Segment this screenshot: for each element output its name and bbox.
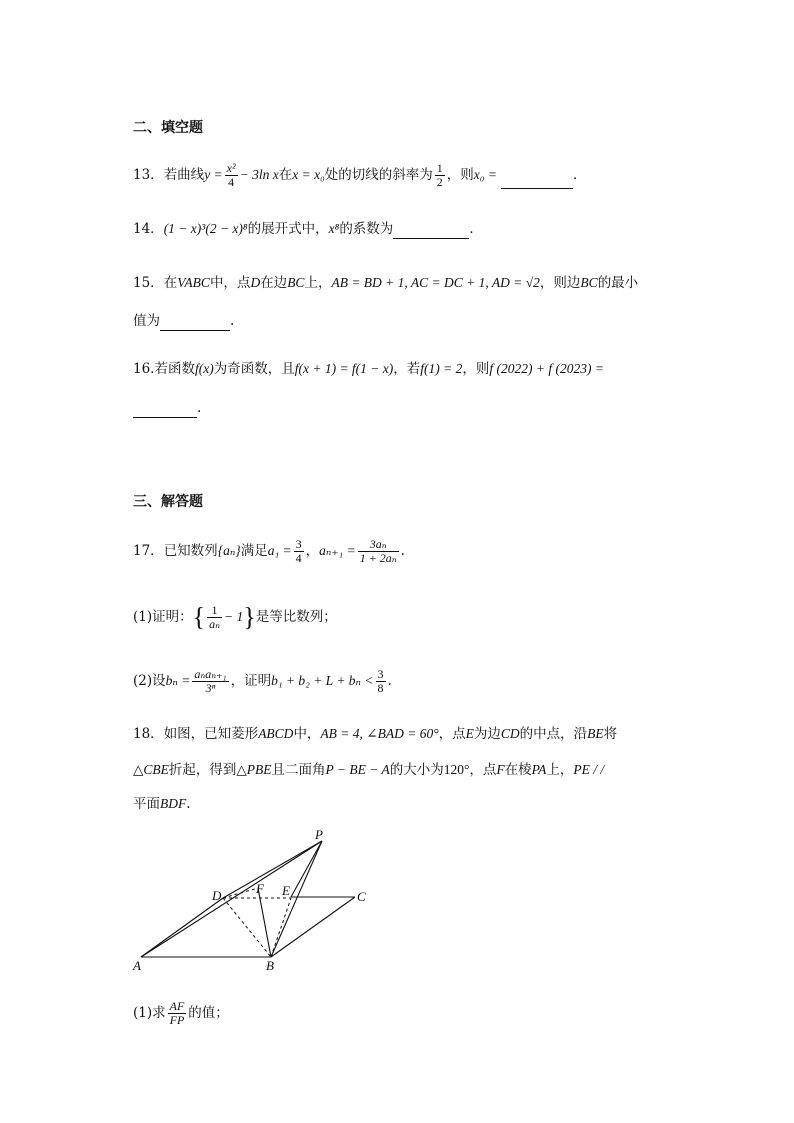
q18-text-1: 如图，已知菱形 <box>163 726 259 742</box>
q13-frac-den: 4 <box>228 175 235 189</box>
q13-half <box>435 162 445 189</box>
q15-text-5: ，则边 <box>539 275 581 291</box>
q17-p1-label: (1)证明： <box>133 609 193 625</box>
q13-condition: x = x₀ <box>292 167 325 182</box>
q18-l2-text-1: 折起，得到 <box>168 762 237 778</box>
question-18-line-2 <box>133 760 604 780</box>
q18-dihedral: P − BE − A <box>325 762 390 777</box>
q15-text-4: 上， <box>304 275 332 291</box>
q16-text-1: 若函数 <box>154 361 195 377</box>
edge-df <box>223 888 258 898</box>
q13-end: ． <box>572 167 587 183</box>
q17-p1-minus: − 1 <box>223 609 244 624</box>
q16-condition: f(x + 1) = f(1 − x) <box>294 361 394 376</box>
q17-p2-num: aₙaₙ₊₁ <box>194 667 227 681</box>
q18-l2-text-2: 且二面角 <box>271 762 326 778</box>
section-heading-fill: 二、填空题 <box>133 120 203 136</box>
q18-p1-fraction <box>168 1000 187 1027</box>
q13-text-1: 若曲线 <box>163 167 205 183</box>
q18-point-e: E <box>465 726 474 741</box>
edge-ad <box>141 898 223 957</box>
q17-rec-fraction <box>358 538 399 565</box>
q15-side-bc: BC <box>287 275 305 290</box>
q17-a1-fraction <box>294 538 304 565</box>
q18-edge-pa: PA <box>531 762 547 777</box>
question-18-line-3 <box>133 794 191 814</box>
q18-p1-den: FP <box>169 1013 185 1027</box>
question-16-line-2 <box>133 398 201 418</box>
question-18-line-1 <box>133 724 617 744</box>
q18-triangle-cbe: △CBE <box>133 762 169 777</box>
q17-text-2: 满足 <box>240 543 268 559</box>
edge-be <box>271 898 291 957</box>
q16-text-2: 为奇函数，且 <box>213 361 295 377</box>
q18-text-6: 将 <box>603 726 618 742</box>
q17-p2-sum: b₁ + b₂ + L + bₙ < <box>271 673 374 688</box>
q16-fx: f(x) <box>194 361 214 376</box>
label-d: D <box>212 888 222 903</box>
label-p: P <box>315 827 323 842</box>
q18-text-3: ，点 <box>438 726 466 742</box>
q16-expression: f (2022) + f (2023) = <box>489 361 604 376</box>
q15-end: . <box>230 313 235 329</box>
q17-p1-left-brace: { <box>192 602 206 632</box>
q17-sep: ， <box>305 543 320 559</box>
q18-l2-text-5: 在棱 <box>504 762 532 778</box>
q18-text-4: 为边 <box>473 726 501 742</box>
q18-point-f: F <box>496 762 505 777</box>
question-15-line-1 <box>133 273 638 293</box>
q18-l2-text-6: 上， <box>546 762 574 778</box>
q18-p1-label: (1)求 <box>133 1005 166 1021</box>
q15-side-bc-2: BC <box>580 275 598 290</box>
question-17-part-1 <box>133 604 337 631</box>
q17-p2-fraction <box>192 668 228 695</box>
q17-a1-den: 4 <box>295 551 302 565</box>
q16-answer-blank[interactable] <box>133 403 197 418</box>
q16-number: 16. <box>133 361 155 377</box>
q14-term: x⁸ <box>328 221 340 236</box>
q13-frac-num: x² <box>226 161 236 175</box>
q17-a1: a₁ = <box>267 543 292 558</box>
q18-degree: 120° <box>443 762 470 777</box>
q18-l3-text: 平面 <box>133 796 160 812</box>
q14-text-1: 的展开式中， <box>247 221 329 237</box>
q14-end: ． <box>469 221 483 237</box>
label-a: A <box>133 958 141 973</box>
q13-text-2: 在 <box>278 167 293 183</box>
q17-p2-den: 3ⁿ <box>205 681 216 695</box>
label-e: E <box>282 883 290 898</box>
q17-end: . <box>400 543 405 559</box>
label-f: F <box>256 881 264 896</box>
question-13 <box>133 162 586 189</box>
q18-l3-end: . <box>186 796 191 812</box>
q17-p1-right-brace: } <box>243 602 256 632</box>
edge-bp <box>271 841 322 957</box>
q18-geometry-figure <box>125 825 385 975</box>
q18-number: 18． <box>133 726 164 742</box>
q14-expression: (1 − x)³(2 − x)⁸ <box>163 221 248 236</box>
q17-p2-end: . <box>387 673 392 689</box>
q17-p1-num: 1 <box>207 604 222 618</box>
q18-segment-be: BE <box>587 726 604 741</box>
q13-text-3: 处的切线的斜率为 <box>324 167 433 183</box>
q16-f1: f(1) = 2 <box>420 361 463 376</box>
q13-text-4: ，则 <box>446 167 474 183</box>
question-17-part-2 <box>133 668 392 695</box>
q13-y-eq: y = <box>204 167 223 182</box>
q13-number: 13． <box>133 167 164 183</box>
label-c: C <box>357 889 366 904</box>
q13-log-term: − 3ln x <box>239 167 279 182</box>
question-14 <box>133 219 483 239</box>
label-b: B <box>266 958 274 973</box>
q17-sequence: {aₙ} <box>217 543 241 558</box>
q17-a1-num: 3 <box>295 537 302 551</box>
q17-p1-fraction <box>207 604 222 631</box>
q18-l2-text-3: 的大小为 <box>389 762 444 778</box>
q17-recurrence: aₙ₊₁ = <box>319 543 356 558</box>
q17-rec-den: 1 + 2aₙ <box>359 551 397 565</box>
q17-text-1: 已知数列 <box>163 543 218 559</box>
q17-p2-label: (2)设 <box>133 673 166 689</box>
q15-triangle: VABC <box>177 275 210 290</box>
q18-plane-bdf: BDF <box>160 796 187 811</box>
q16-text-3: ，若 <box>393 361 421 377</box>
q14-number: 14． <box>133 221 164 237</box>
q18-side-cd: CD <box>500 726 520 741</box>
q18-condition: AB = 4, ∠BAD = 60° <box>320 726 439 741</box>
q16-end: . <box>197 400 202 416</box>
q17-p1-text: 是等比数列； <box>255 609 337 625</box>
q13-answer-blank[interactable] <box>501 174 573 189</box>
q15-text-3: 在边 <box>260 275 288 291</box>
edge-db <box>223 898 271 957</box>
question-16-line-1 <box>133 359 604 379</box>
q13-answer-var: x₀ = <box>473 167 497 182</box>
q18-l2-text-4: ，点 <box>469 762 497 778</box>
q17-rec-num: 3aₙ <box>358 538 399 552</box>
q16-text-4: ，则 <box>462 361 490 377</box>
q18-triangle-pbe: △PBE <box>236 762 272 777</box>
q13-half-den: 2 <box>436 175 443 189</box>
section-heading-answer: 三、解答题 <box>133 494 203 510</box>
q18-p1-num: AF <box>169 999 185 1013</box>
q15-answer-blank[interactable] <box>160 316 230 331</box>
q17-p1-den: aₙ <box>209 617 220 631</box>
q15-text-1: 在 <box>163 275 178 291</box>
q18-rhombus: ABCD <box>258 726 294 741</box>
q17-p2-text: ，证明 <box>230 673 272 689</box>
question-17 <box>133 538 405 565</box>
question-15-line-2 <box>133 311 234 331</box>
q15-number: 15． <box>133 275 164 291</box>
q14-text-2: 的系数为 <box>339 221 394 237</box>
q17-p2-bound-den: 8 <box>377 681 384 695</box>
q18-parallel: PE / / <box>573 762 605 777</box>
q15-line2-text: 值为 <box>133 313 160 329</box>
q15-point-d: D <box>250 275 261 290</box>
q17-p2-bound-num: 3 <box>377 667 384 681</box>
q13-half-num: 1 <box>436 161 443 175</box>
q14-answer-blank[interactable] <box>393 224 469 239</box>
q17-number: 17． <box>133 543 164 559</box>
q15-text-6: 的最小 <box>597 275 639 291</box>
q17-p2-b: bₙ = <box>165 673 191 688</box>
q18-p1-text: 的值； <box>188 1005 229 1021</box>
q18-text-2: 中， <box>293 726 321 742</box>
q13-fraction <box>225 162 238 189</box>
q15-condition: AB = BD + 1, AC = DC + 1, AD = √2 <box>331 275 540 290</box>
question-18-part-1 <box>133 1000 229 1027</box>
q15-text-2: 中，点 <box>209 275 251 291</box>
q17-p2-bound <box>376 668 386 695</box>
q18-text-5: 的中点，沿 <box>519 726 588 742</box>
edge-dp <box>223 841 322 898</box>
